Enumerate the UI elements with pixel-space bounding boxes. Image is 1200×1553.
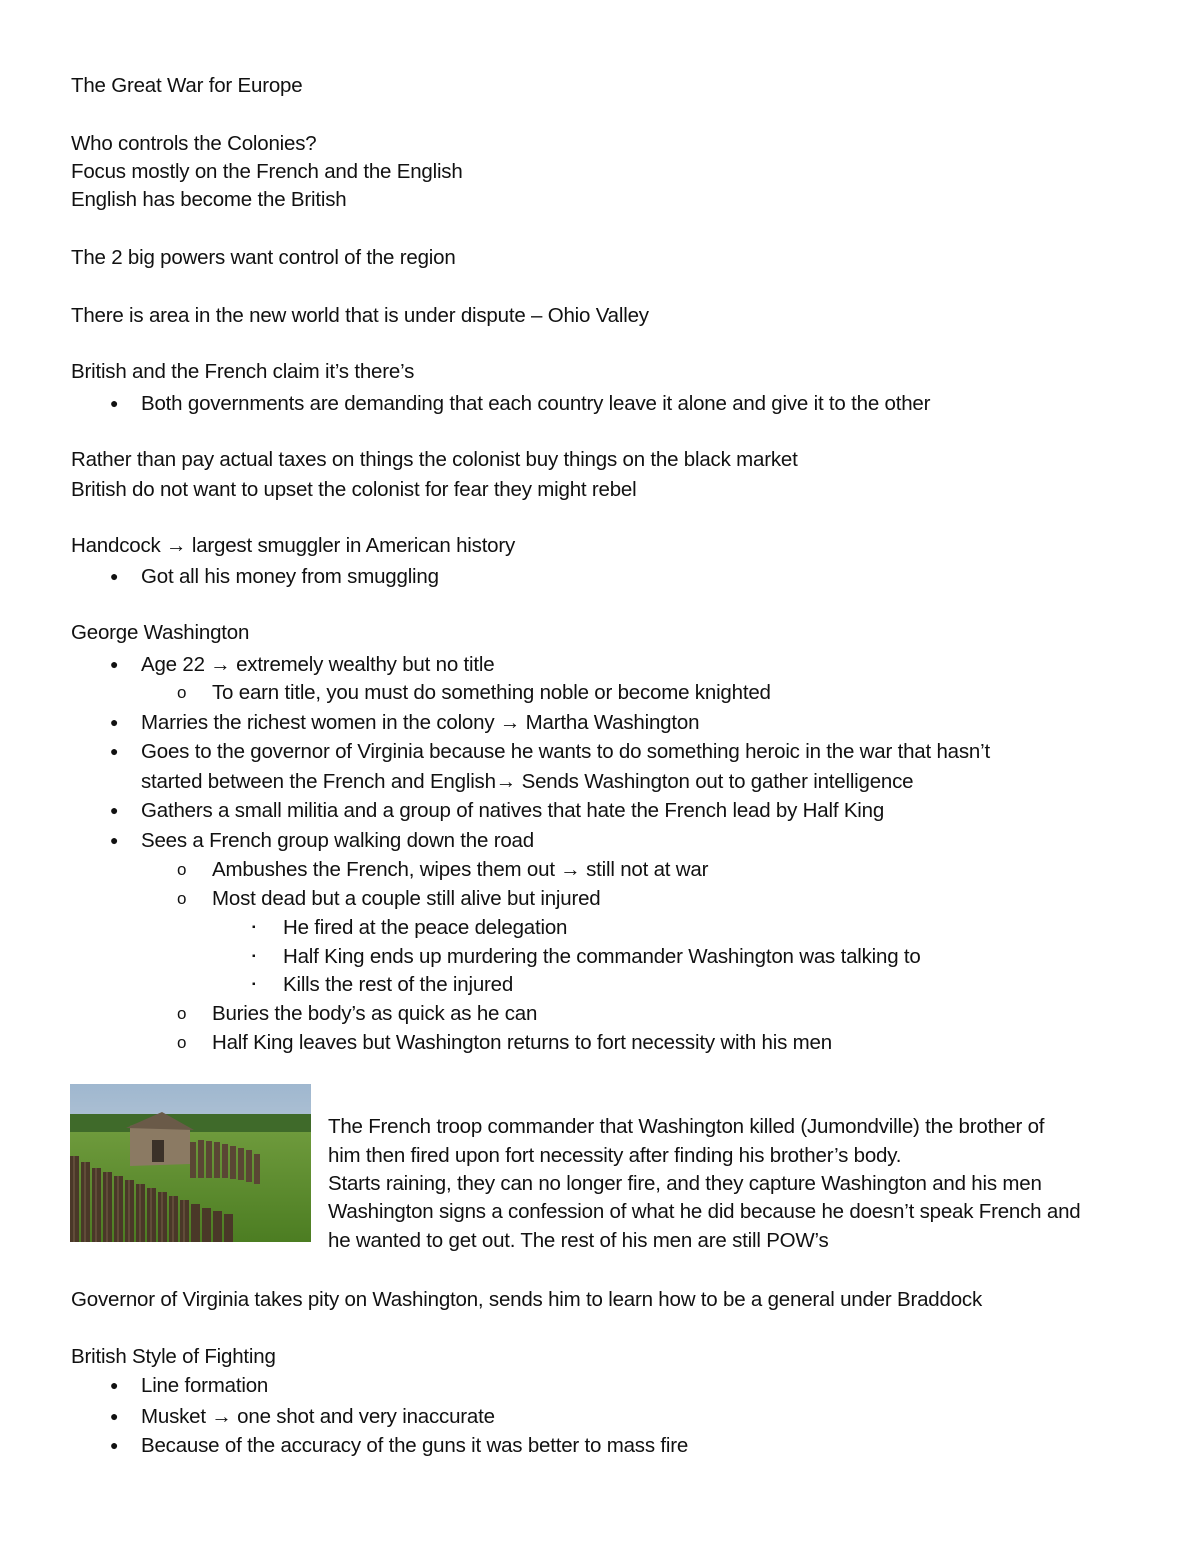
sub-bullet-item: Most dead but a couple still alive but injured bbox=[212, 887, 601, 910]
text-line: Handcock → largest smuggler in American history bbox=[71, 534, 516, 557]
bullet-item: Age 22 → extremely wealthy but no title bbox=[141, 653, 495, 676]
bullet-item-continuation: started between the French and English→ Sends Washington out to gather intelligence bbox=[141, 770, 914, 793]
bullet-marker: ● bbox=[110, 714, 119, 730]
sub-bullet-marker: o bbox=[177, 860, 187, 879]
image-side-text: Starts raining, they can no longer fire, and they capture Washington and his men bbox=[328, 1172, 1042, 1195]
sub-bullet-item: Ambushes the French, wipes them out → still not at war bbox=[212, 858, 709, 881]
text-line: British and the French claim it’s there’s bbox=[71, 360, 415, 383]
image-side-text: The French troop commander that Washington killed (Jumondville) the brother of bbox=[328, 1115, 1045, 1138]
text-line: Rather than pay actual taxes on things the colonist buy things on the black market bbox=[71, 448, 798, 471]
bullet-marker: ● bbox=[110, 743, 119, 759]
sub-sub-bullet-marker: ▪ bbox=[252, 922, 256, 933]
text-line: The 2 big powers want control of the region bbox=[71, 246, 456, 269]
bullet-item: Goes to the governor of Virginia because he wants to do something heroic in the war that hasn’t bbox=[141, 740, 990, 763]
bullet-marker: ● bbox=[110, 802, 119, 818]
text-line: British do not want to upset the colonist for fear they might rebel bbox=[71, 478, 637, 501]
sub-sub-bullet-item: Kills the rest of the injured bbox=[283, 973, 514, 996]
bullet-item: Sees a French group walking down the road bbox=[141, 829, 534, 852]
text-line: There is area in the new world that is under dispute – Ohio Valley bbox=[71, 304, 649, 327]
sub-sub-bullet-item: Half King ends up murdering the commander Washington was talking to bbox=[283, 945, 921, 968]
sub-bullet-marker: o bbox=[177, 889, 187, 908]
bullet-marker: ● bbox=[110, 395, 119, 411]
sub-bullet-marker: o bbox=[177, 683, 187, 702]
sub-bullet-item: To earn title, you must do something noble or become knighted bbox=[212, 681, 771, 704]
section-heading: British Style of Fighting bbox=[71, 1345, 276, 1368]
sub-bullet-marker: o bbox=[177, 1033, 187, 1052]
sub-sub-bullet-marker: ▪ bbox=[252, 979, 256, 990]
sub-bullet-item: Half King leaves but Washington returns to fort necessity with his men bbox=[212, 1031, 832, 1054]
bullet-item: Line formation bbox=[141, 1374, 269, 1397]
bullet-marker: ● bbox=[110, 1377, 119, 1393]
sub-bullet-marker: o bbox=[177, 1004, 187, 1023]
text-line: Focus mostly on the French and the English bbox=[71, 160, 463, 183]
bullet-marker: ● bbox=[110, 832, 119, 848]
document-title: The Great War for Europe bbox=[71, 74, 303, 97]
bullet-marker: ● bbox=[110, 1437, 119, 1453]
bullet-item: Gathers a small militia and a group of natives that hate the French lead by Half King bbox=[141, 799, 885, 822]
sub-sub-bullet-marker: ▪ bbox=[252, 951, 256, 962]
bullet-item: Musket → one shot and very inaccurate bbox=[141, 1405, 495, 1428]
text-line: Who controls the Colonies? bbox=[71, 132, 317, 155]
text-line: Governor of Virginia takes pity on Washington, sends him to learn how to be a general under Braddock bbox=[71, 1288, 983, 1311]
bullet-marker: ● bbox=[110, 1408, 119, 1424]
image-side-text: he wanted to get out. The rest of his men are still POW’s bbox=[328, 1229, 829, 1252]
bullet-item: Both governments are demanding that each country leave it alone and give it to the other bbox=[141, 392, 931, 415]
bullet-marker: ● bbox=[110, 568, 119, 584]
image-side-text: Washington signs a confession of what he did because he doesn’t speak French and bbox=[328, 1200, 1081, 1223]
bullet-item: Got all his money from smuggling bbox=[141, 565, 439, 588]
sub-bullet-item: Buries the body’s as quick as he can bbox=[212, 1002, 538, 1025]
bullet-item: Marries the richest women in the colony → Martha Washington bbox=[141, 711, 700, 734]
bullet-item: Because of the accuracy of the guns it was better to mass fire bbox=[141, 1434, 689, 1457]
bullet-marker: ● bbox=[110, 656, 119, 672]
text-line: English has become the British bbox=[71, 188, 347, 211]
fort-palisade-photo-icon bbox=[70, 1084, 311, 1242]
sub-sub-bullet-item: He fired at the peace delegation bbox=[283, 916, 568, 939]
image-side-text: him then fired upon fort necessity after finding his brother’s body. bbox=[328, 1144, 902, 1167]
section-heading: George Washington bbox=[71, 621, 250, 644]
